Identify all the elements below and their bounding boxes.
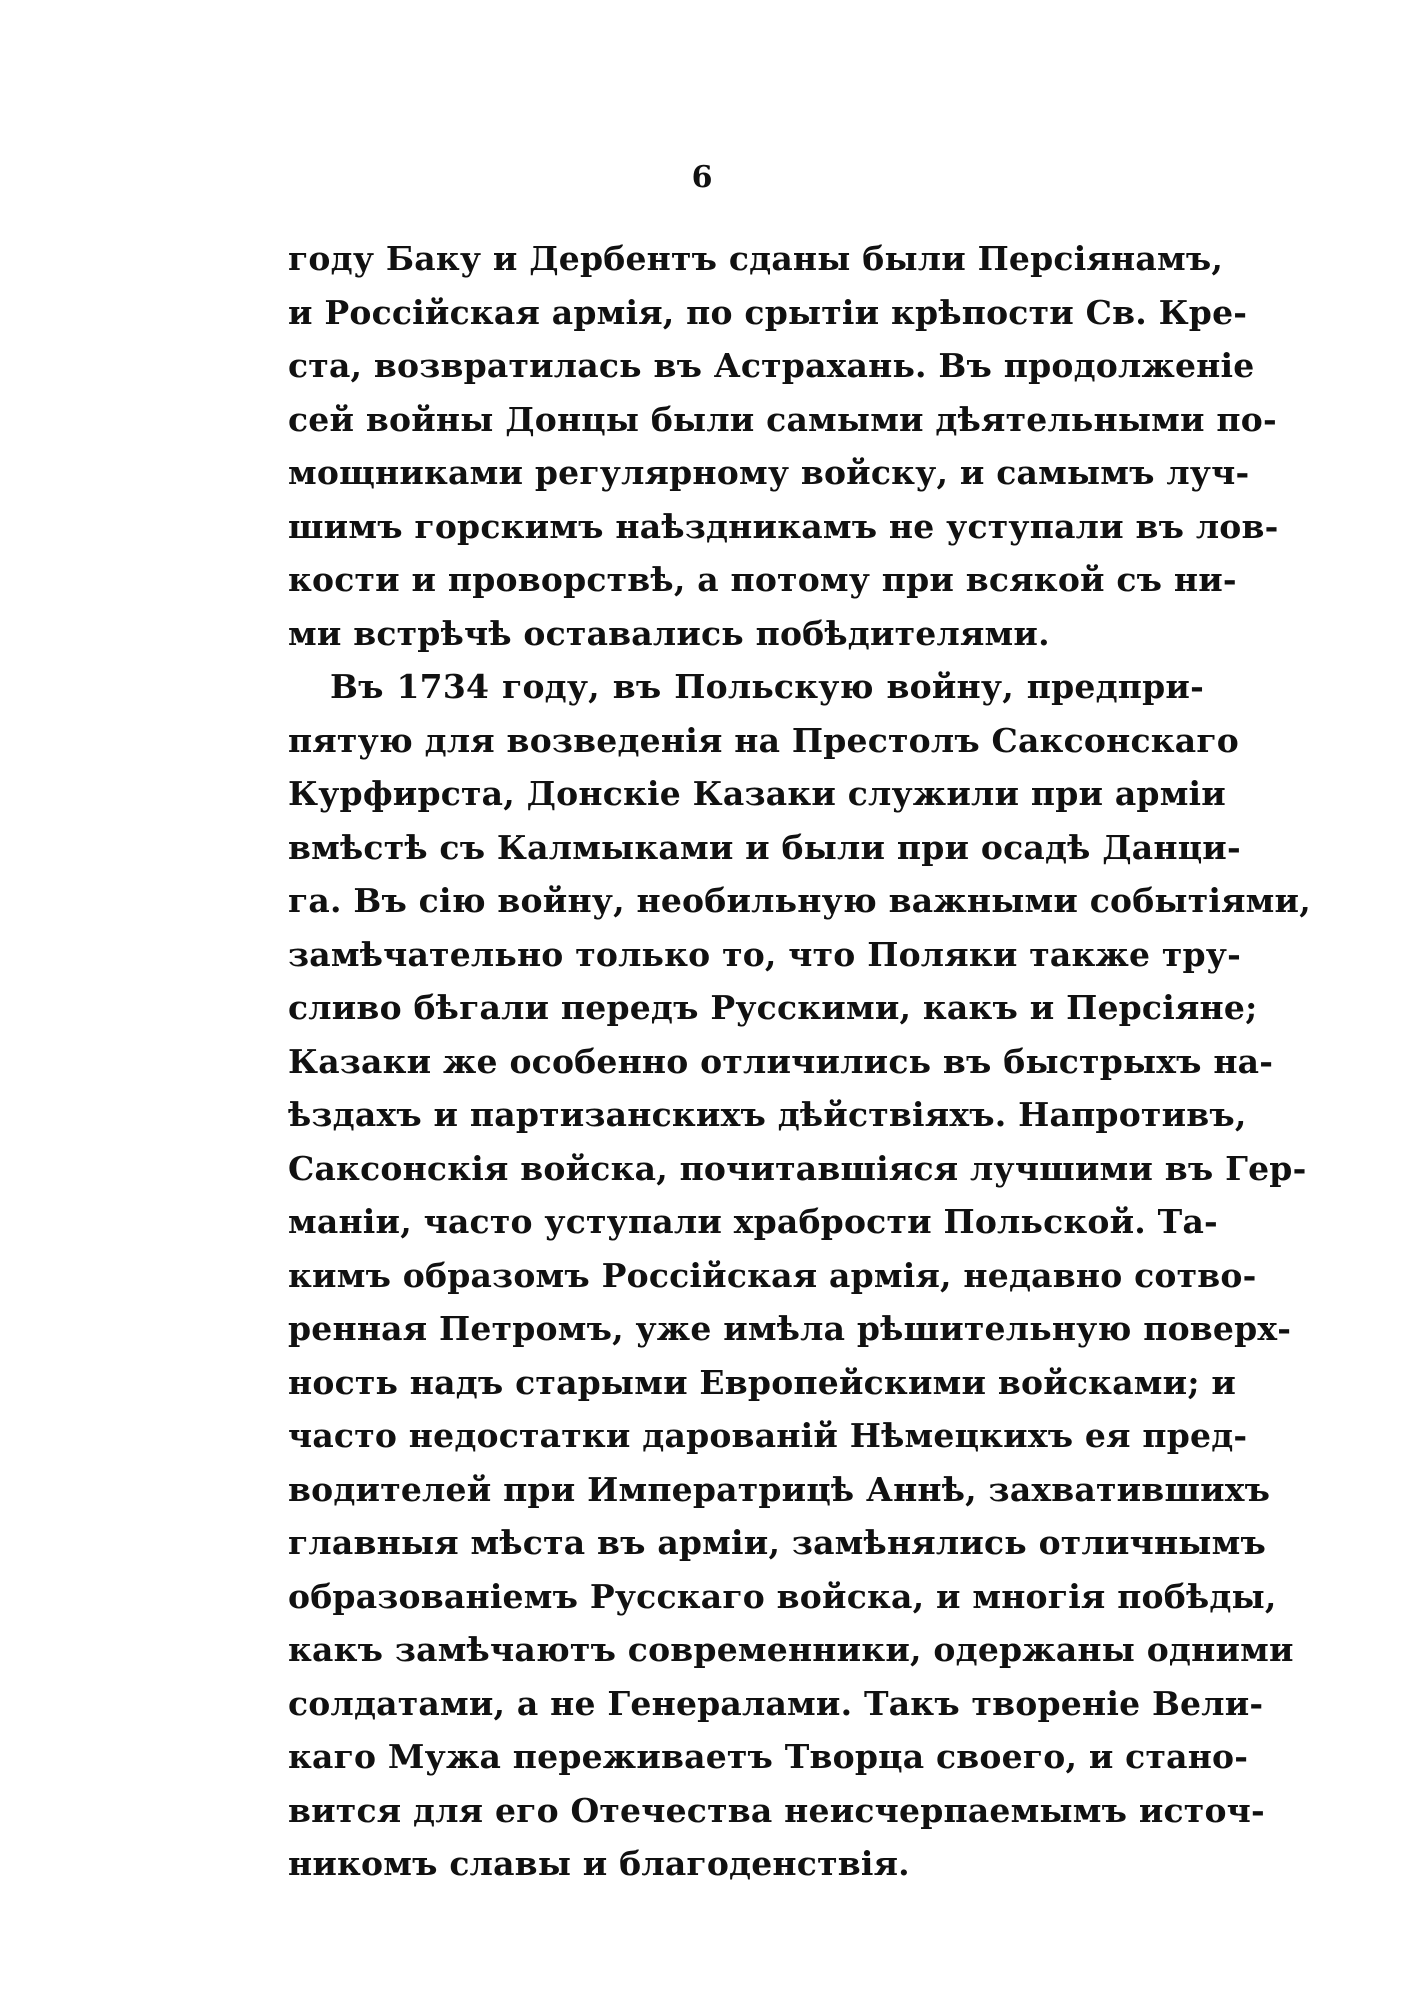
text-line: мощниками регулярному войску, и самымъ луч- [288, 453, 1250, 492]
text-line: часто недостатки дарованiй Нѣмецкихъ ея пред- [288, 1416, 1248, 1455]
text-line: сей войны Донцы были самыми дѣятельными по- [288, 399, 1277, 439]
text-line: образованiемъ Русскаго войска, и многiя побѣды, [288, 1576, 1277, 1616]
text-line: манiи, часто уступали храбрости Польской. Та- [288, 1202, 1218, 1241]
text-line: ѣздахъ и партизанскихъ дѣйствiяхъ. Напротивъ, [288, 1095, 1247, 1134]
text-line: вится для его Отечества неисчерпаемымъ источ- [288, 1790, 1265, 1830]
text-line: году Баку и Дербентъ сданы были Персiянамъ, [288, 239, 1224, 278]
paragraph-1 [288, 232, 1279, 660]
text-line: главныя мѣста въ армiи, замѣнялись отличнымъ [288, 1523, 1266, 1562]
text-line: га. Въ сiю войну, необильную важными событiями, [288, 881, 1311, 920]
text-line: ность надъ старыми Европейскими войсками; и [288, 1362, 1237, 1402]
body-text [288, 232, 1311, 1891]
text-line: ми встрѣчѣ оставались побѣдителями. [288, 613, 1050, 653]
text-line: какъ замѣчаютъ современники, одержаны одними [288, 1630, 1294, 1669]
text-line: никомъ славы и благоденствiя. [288, 1844, 910, 1883]
text-line: вмѣстѣ съ Калмыками и были при осадѣ Данци- [288, 827, 1241, 867]
text-line: кости и проворствѣ, а потому при всякой съ ни- [288, 560, 1237, 599]
text-line: замѣчательно только то, что Поляки также тру- [288, 934, 1242, 974]
text-line: шимъ горскимъ наѣздникамъ не уступали въ лов- [288, 506, 1279, 546]
text-line: Казаки же особенно отличились въ быстрыхъ на- [288, 1041, 1274, 1081]
text-line: и Россiйская армiя, по срытiи крѣпости Св. Кре- [288, 292, 1248, 332]
text-line: солдатами, а не Генералами. Такъ творенiе Вели- [288, 1683, 1264, 1723]
text-line: кимъ образомъ Россiйская армiя, недавно сотво- [288, 1255, 1257, 1295]
text-line: ста, возвратилась въ Астрахань. Въ продолженiе [288, 346, 1255, 385]
text-line: Курфирста, Донскiе Казаки служили при армiи [288, 774, 1226, 813]
text-line: сливо бѣгали передъ Русскими, какъ и Персiяне; [288, 988, 1258, 1027]
text-line: каго Мужа переживаетъ Творца своего, и стано- [288, 1737, 1249, 1776]
text-line: Саксонскiя войска, почитавшiяся лучшими въ Гер- [288, 1148, 1307, 1188]
text-line: Въ 1734 году, въ Польскую войну, предпри- [330, 667, 1204, 706]
paragraph-2 [288, 660, 1311, 1891]
text-line: водителей при Императрицѣ Аннѣ, захватившихъ [288, 1469, 1271, 1509]
text-line: пятую для возведенiя на Престолъ Саксонскаго [288, 720, 1239, 760]
page-number: 6 [691, 160, 713, 195]
text-line: ренная Петромъ, уже имѣла рѣшительную поверх- [288, 1309, 1292, 1348]
